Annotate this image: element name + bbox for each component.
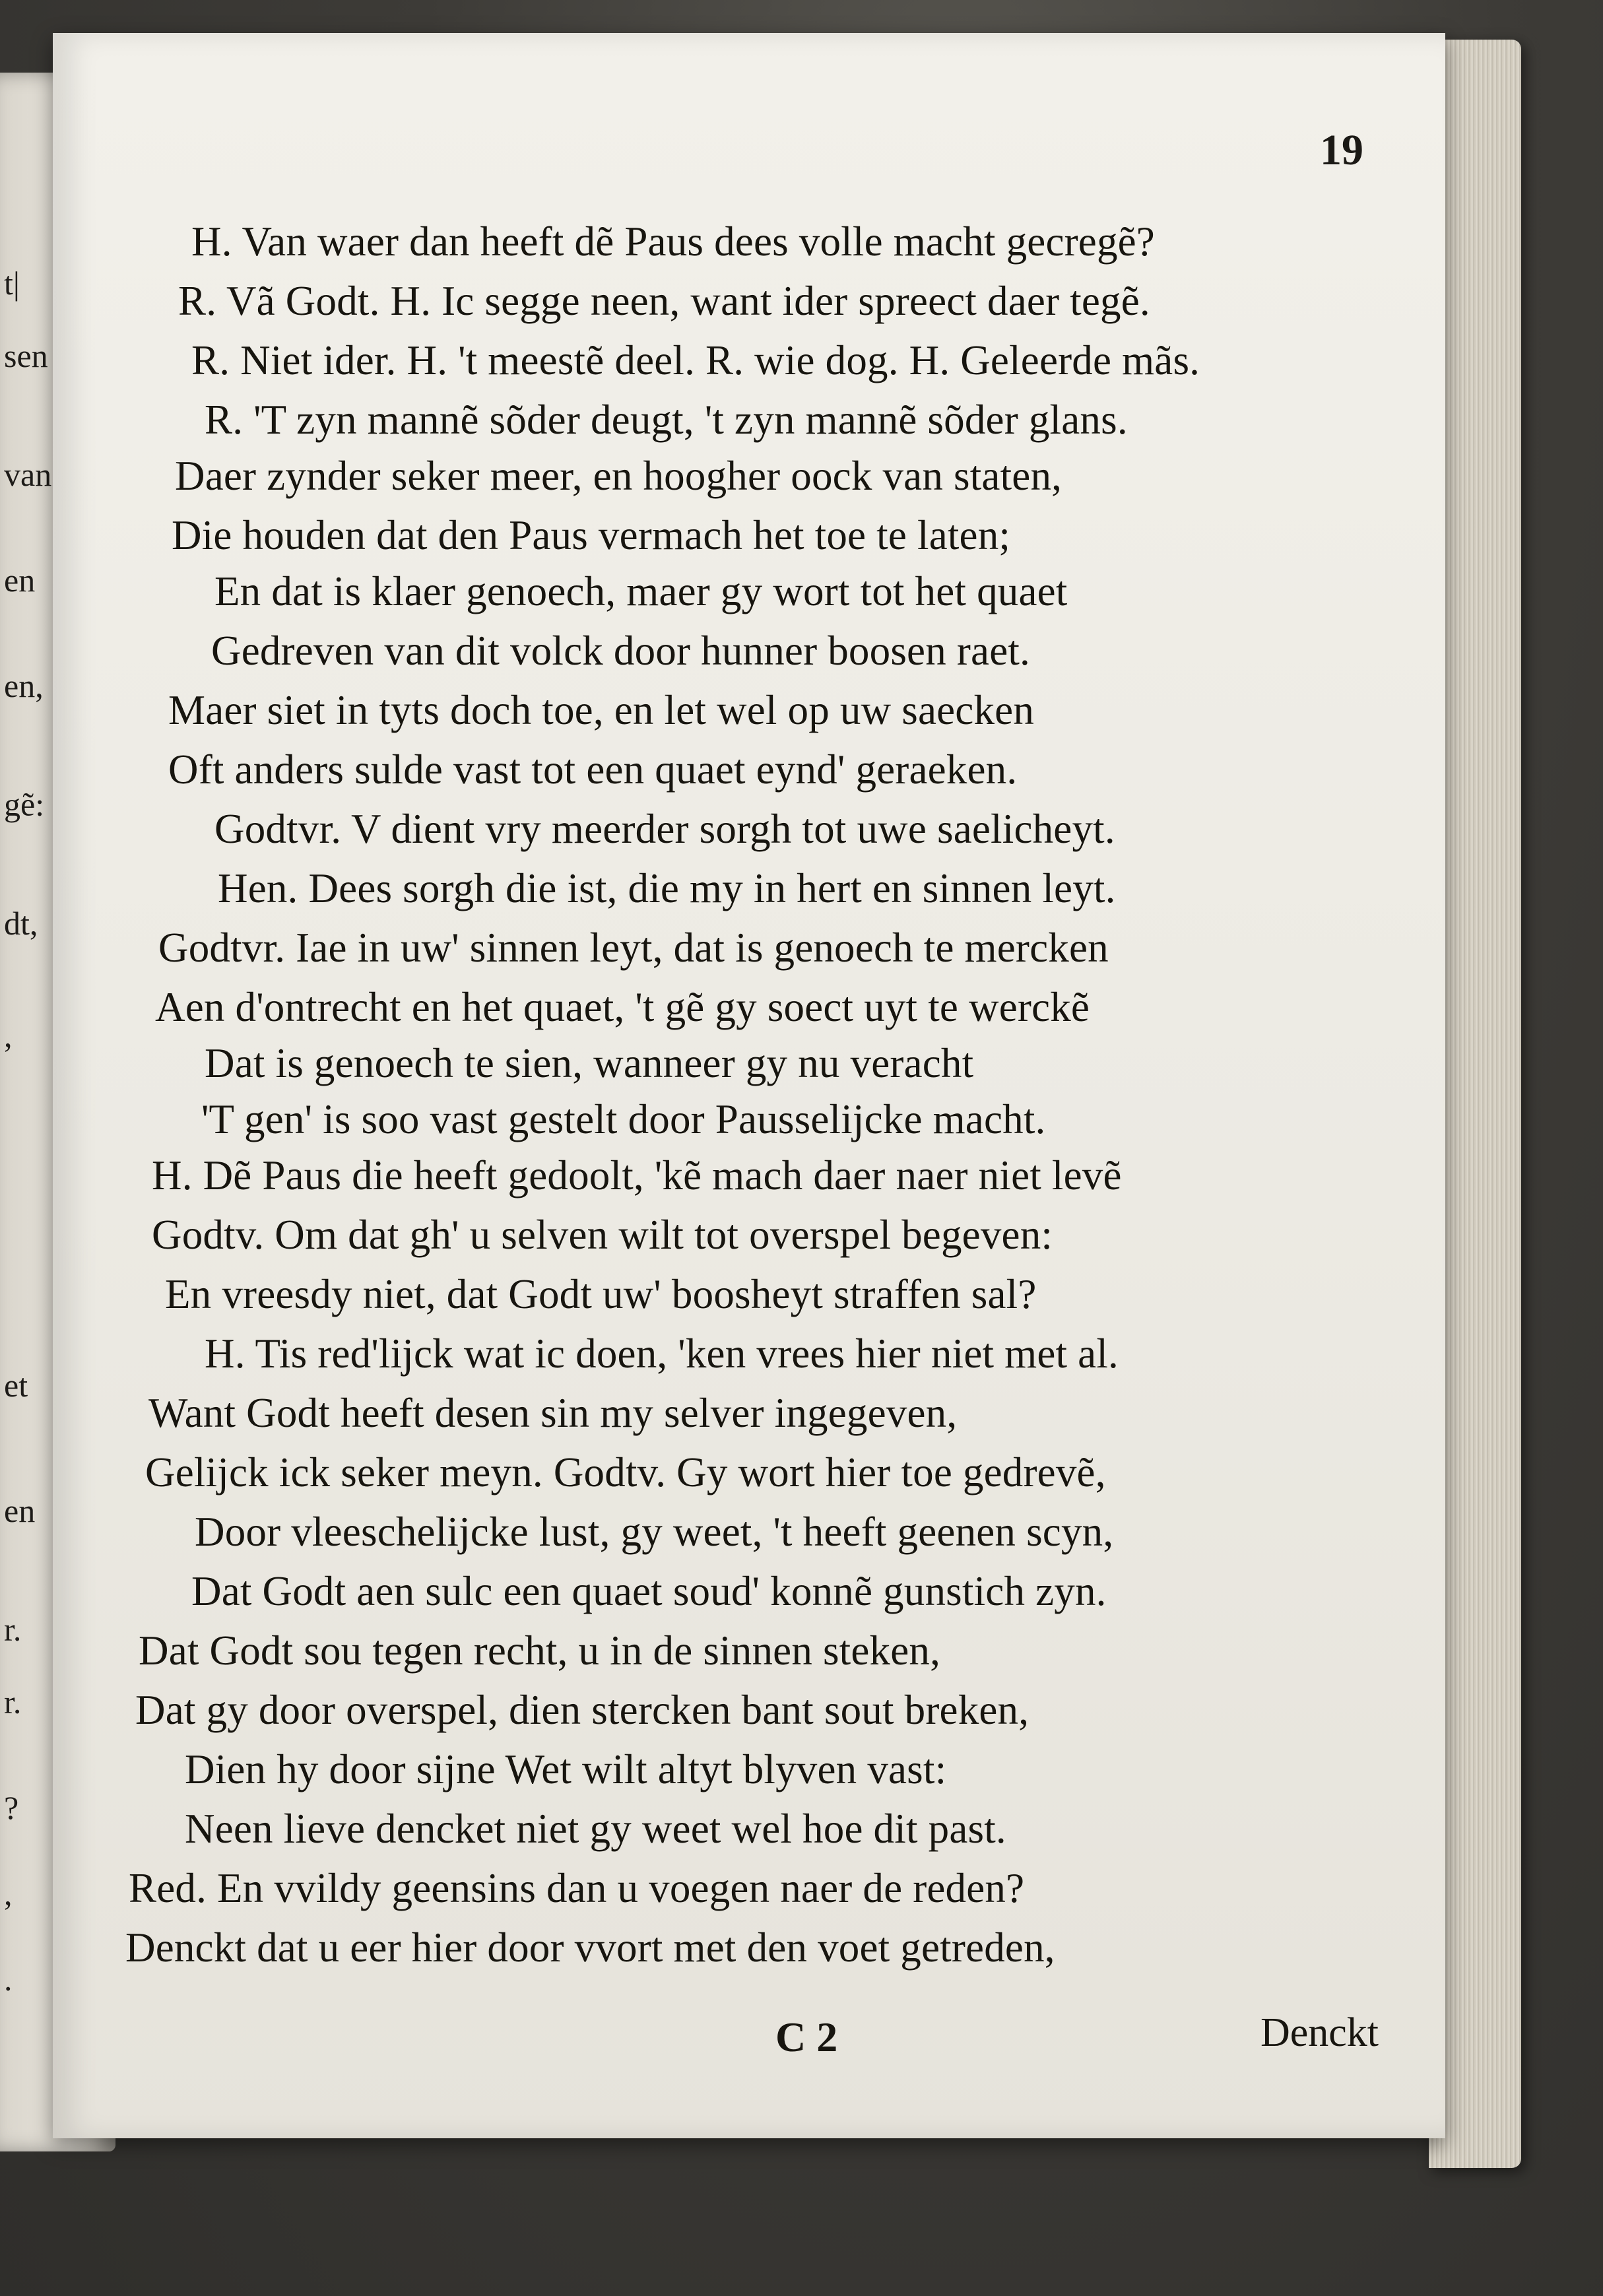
text-line: Maer siet in tyts doch toe, en let wel op uw saecken <box>168 687 1035 733</box>
text-line: Godtvr. V dient vry meerder sorgh tot uwe saelicheyt. <box>214 806 1115 852</box>
text-line: Hen. Dees sorgh die ist, die my in hert en sinnen leyt. <box>218 865 1116 911</box>
text-line: H. Dẽ Paus die heeft gedoolt, 'kẽ mach daer naer niet levẽ <box>152 1152 1122 1198</box>
signature-mark: C 2 <box>775 2014 838 2060</box>
left-fragment: r. <box>4 1611 22 1648</box>
left-fragment: dt, <box>4 905 38 942</box>
text-line: R. Niet ider. H. 't meestẽ deel. R. wie dog. H. Geleerde mãs. <box>191 337 1200 383</box>
text-line: Red. En vvildy geensins dan u voegen naer de reden? <box>129 1865 1025 1911</box>
left-fragment: sen <box>4 337 48 374</box>
text-line: Daer zynder seker meer, en hoogher oock van staten, <box>175 453 1063 499</box>
text-line: H. Tis red'lijck wat ic doen, 'ken vrees hier niet met al. <box>205 1330 1119 1377</box>
page-number: 19 <box>1320 126 1363 174</box>
left-fragment: van <box>4 456 52 493</box>
text-line: Dat Godt sou tegen recht, u in de sinnen steken, <box>139 1627 941 1674</box>
left-fragment: r. <box>4 1684 22 1721</box>
left-fragment: en <box>4 1492 36 1529</box>
text-line: Gelijck ick seker meyn. Godtv. Gy wort hier toe gedrevẽ, <box>145 1449 1106 1495</box>
text-line: Want Godt heeft desen sin my selver ingegeven, <box>148 1390 958 1436</box>
text-line: Oft anders sulde vast tot een quaet eynd' geraeken. <box>168 746 1018 793</box>
text-line: Godtv. Om dat gh' u selven wilt tot overspel begeven: <box>152 1212 1053 1258</box>
left-fragment: et <box>4 1367 28 1404</box>
text-line: Godtvr. Iae in uw' sinnen leyt, dat is genoech te mercken <box>158 925 1109 971</box>
left-fragment: gẽ: <box>4 786 45 823</box>
text-line: Dat is genoech te sien, wanneer gy nu veracht <box>205 1040 974 1086</box>
text-line: En vreesdy niet, dat Godt uw' boosheyt straffen sal? <box>165 1271 1037 1317</box>
left-fragment: t| <box>4 265 20 302</box>
catchword: Denckt <box>1260 2010 1379 2055</box>
left-fragment: . <box>4 1961 13 1998</box>
text-line: H. Van waer dan heeft dẽ Paus dees volle macht gecregẽ? <box>191 218 1155 265</box>
text-line: Die houden dat den Paus vermach het toe te laten; <box>172 512 1011 558</box>
left-fragment: , <box>4 1017 13 1054</box>
text-line: Dat Godt aen sulc een quaet soud' konnẽ gunstich zyn. <box>191 1568 1107 1614</box>
left-fragment: ? <box>4 1789 19 1826</box>
text-line: Door vleeschelijcke lust, gy weet, 't heeft geenen scyn, <box>195 1509 1114 1555</box>
text-line: Neen lieve dencket niet gy weet wel hoe dit past. <box>185 1806 1006 1852</box>
text-line: 'T gen' is soo vast gestelt door Pausselijcke macht. <box>201 1096 1046 1142</box>
left-fragment: , <box>4 1875 13 1912</box>
verse-text <box>53 33 1445 2138</box>
text-line: Dien hy door sijne Wet wilt altyt blyven vast: <box>185 1746 947 1792</box>
text-line: Aen d'ontrecht en het quaet, 't gẽ gy soect uyt te werckẽ <box>155 984 1090 1030</box>
text-line: En dat is klaer genoech, maer gy wort tot het quaet <box>214 568 1068 614</box>
text-line: Gedreven van dit volck door hunner boosen raet. <box>211 628 1031 674</box>
text-line: Denckt dat u eer hier door vvort met den voet getreden, <box>125 1924 1055 1971</box>
text-line: R. 'T zyn mannẽ sõder deugt, 't zyn mannẽ sõder glans. <box>205 397 1128 443</box>
text-line: Dat gy door overspel, dien stercken bant sout breken, <box>135 1687 1030 1733</box>
left-fragment: en, <box>4 667 44 704</box>
book-page <box>53 33 1445 2138</box>
left-fragment: en <box>4 562 36 599</box>
text-line: R. Vã Godt. H. Ic segge neen, want ider spreect daer tegẽ. <box>178 278 1150 324</box>
